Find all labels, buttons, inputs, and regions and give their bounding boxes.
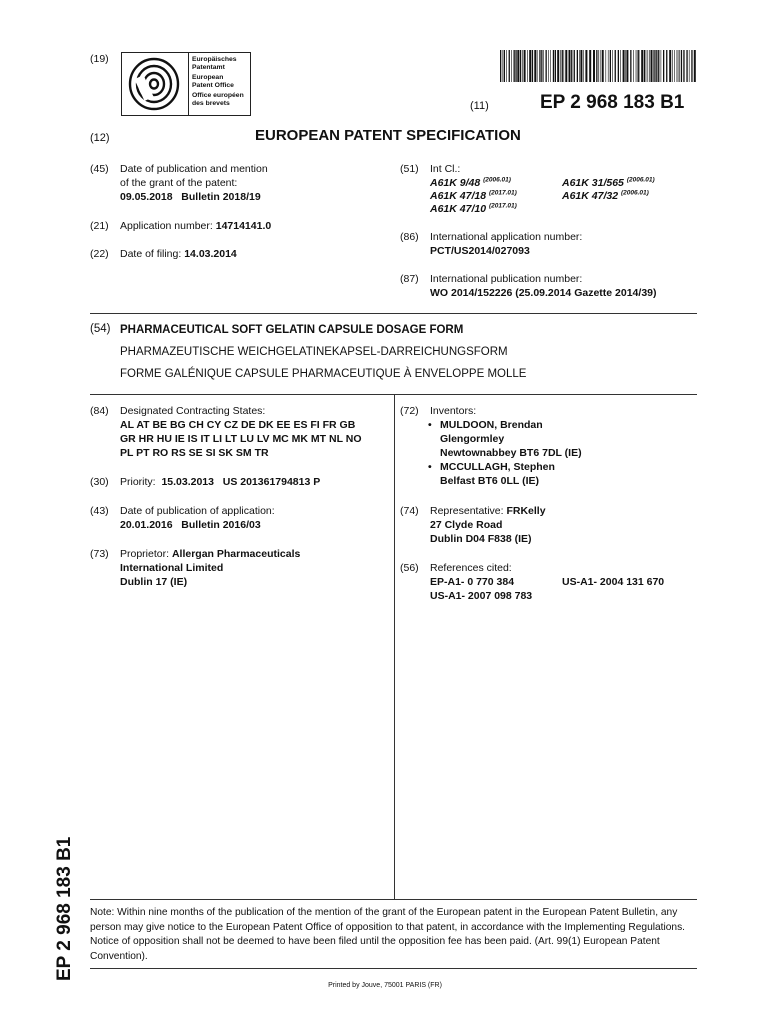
- f84-label: Designated Contracting States:: [120, 405, 266, 417]
- ipc-4: A61K 47/32 $^{(2006.01)}$: [562, 189, 649, 202]
- f45-label-1: Date of publication and mention: [120, 163, 268, 175]
- ipc-5: A61K 47/10 $^{(2017.01)}$: [430, 202, 517, 215]
- ipc-3: A61K 47/18 $^{(2017.01)}$: [430, 189, 517, 202]
- document-type: EUROPEAN PATENT SPECIFICATION: [255, 127, 521, 144]
- epo-logo-box: [121, 52, 251, 116]
- side-publication-number: EP 2 968 183 B1: [54, 836, 75, 981]
- representative-line-1: FRKelly: [506, 505, 546, 517]
- f43-label: Date of publication of application:: [120, 505, 275, 517]
- office-name-de-1: Europäisches: [192, 56, 237, 63]
- f43-value: 20.01.2016 Bulletin 2016/03: [120, 519, 261, 531]
- f51-label: Int Cl.:: [430, 163, 461, 175]
- office-name-fr-2: des brevets: [192, 99, 230, 107]
- ipc-1: A61K 9/48 $^{(2006.01)}$: [430, 176, 511, 189]
- opposition-note: Note: Within nine months of the publication of the mention of the grant of the European patent in the European Patent Bulletin, any person may give notice to the European Patent Office of opposition to that patent, in accordance with the Implementing Regulations. Notice of opposition shall not be deemed to have been filed until the opposition fee has been paid. (Art. 99(1) European Patent Convention).: [90, 907, 686, 962]
- f45-value: 09.05.2018 Bulletin 2018/19: [120, 191, 261, 203]
- f22-label: Date of filing:: [120, 248, 182, 260]
- f73-label: Proprietor:: [120, 548, 170, 560]
- proprietor-line-3: Dublin 17 (IE): [120, 576, 188, 588]
- representative-line-3: Dublin D04 F838 (IE): [430, 533, 532, 545]
- f22-value: 14.03.2014: [184, 248, 237, 260]
- states-line-2: GR HR HU IE IS IT LI LT LU LV MC MK MT NL NO: [120, 433, 362, 445]
- ipc-2: A61K 31/565 $^{(2006.01)}$: [562, 176, 655, 189]
- title-fr: FORME GALÉNIQUE CAPSULE PHARMACEUTIQUE À ENVELOPPE MOLLE: [120, 368, 527, 380]
- f86-value: PCT/US2014/027093: [430, 245, 530, 257]
- office-name-en-1: European: [192, 74, 224, 82]
- inventor-2: • MCCULLAGH, Stephen Belfast BT6 0LL (IE): [428, 460, 582, 488]
- barcode: [500, 50, 696, 82]
- publication-number: EP 2 968 183 B1: [540, 92, 685, 113]
- f86-label: International application number:: [430, 231, 583, 243]
- office-name-en-2: Patent Office: [192, 81, 234, 89]
- f30-label: Priority:: [120, 476, 156, 488]
- reference-2: US-A1- 2004 131 670: [562, 576, 665, 588]
- f21-value: 14714141.0: [215, 220, 272, 232]
- f30-value: 15.03.2013 US 201361794813 P: [161, 476, 321, 488]
- f45-label-2: of the grant of the patent:: [120, 177, 238, 189]
- code-19: (19): [90, 53, 109, 65]
- proprietor-line-1: Allergan Pharmaceuticals: [171, 548, 301, 560]
- code-11: (11): [470, 100, 489, 112]
- reference-3: US-A1- 2007 098 783: [430, 590, 533, 602]
- printer-footer: Printed by Jouve, 75001 PARIS (FR): [328, 982, 442, 989]
- title-de: PHARMAZEUTISCHE WEICHGELATINEKAPSEL-DARREICHUNGSFORM: [120, 346, 508, 358]
- epo-logo-icon: [125, 56, 183, 112]
- code-12: (12): [90, 132, 110, 144]
- f74-label: Representative:: [430, 505, 504, 517]
- states-line-1: AL AT BE BG CH CY CZ DE DK EE ES FI FR GB: [120, 419, 356, 431]
- divider-1: [90, 313, 697, 314]
- divider-3: [90, 899, 697, 900]
- office-name-de-2: Patentamt: [192, 63, 225, 71]
- f87-value: WO 2014/152226 (25.09.2014 Gazette 2014/39): [430, 287, 657, 299]
- states-line-3: PL PT RO RS SE SI SK SM TR: [120, 447, 269, 459]
- f87-label: International publication number:: [430, 273, 583, 285]
- f56-label: References cited:: [430, 562, 512, 574]
- proprietor-line-2: International Limited: [120, 562, 224, 574]
- divider-4: [90, 968, 697, 969]
- f72-label: Inventors:: [430, 405, 477, 417]
- f21-label: Application number:: [120, 220, 213, 232]
- inventor-1: • MULDOON, Brendan Glengormley Newtownabbey BT6 7DL (IE): [428, 418, 582, 460]
- office-name-fr-1: Office européen: [192, 92, 244, 100]
- representative-line-2: 27 Clyde Road: [430, 519, 503, 531]
- reference-1: EP-A1- 0 770 384: [430, 576, 515, 588]
- column-divider: [394, 394, 395, 899]
- title-en: PHARMACEUTICAL SOFT GELATIN CAPSULE DOSAGE FORM: [120, 324, 464, 336]
